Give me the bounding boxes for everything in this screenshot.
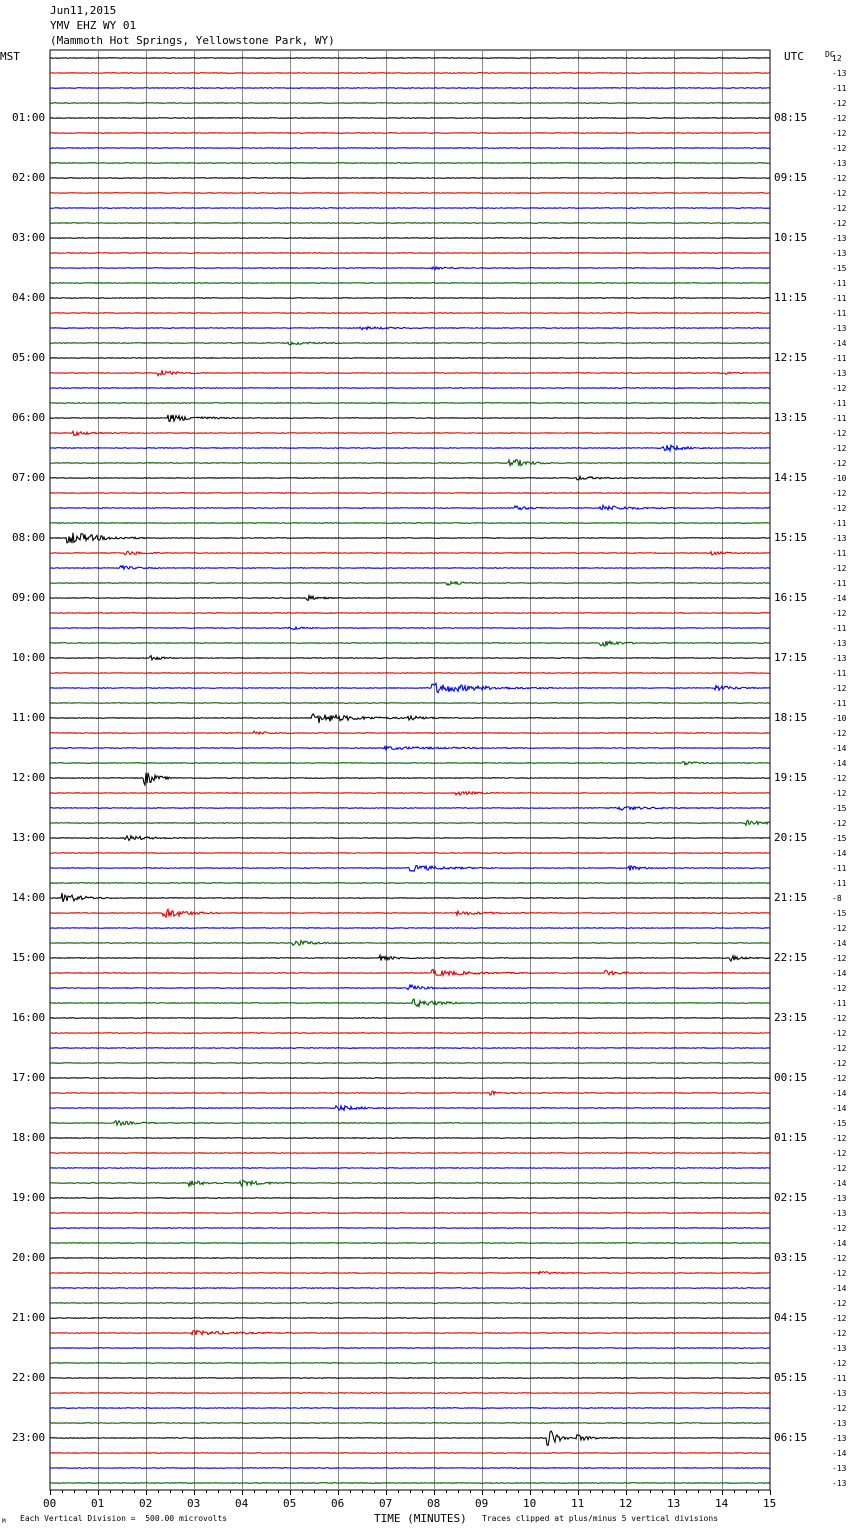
dc-offset-value: -11 <box>832 699 847 708</box>
dc-offset-value: -15 <box>832 804 847 813</box>
seismic-trace <box>50 1091 770 1095</box>
seismic-trace <box>50 1468 770 1469</box>
mst-hour-label: 01:00 <box>12 111 46 124</box>
dc-offset-value: -12 <box>832 1299 847 1308</box>
seismic-trace <box>50 714 770 723</box>
seismic-trace <box>50 1106 770 1110</box>
seismic-trace <box>50 1213 770 1214</box>
dc-offset-value: -12 <box>832 1269 847 1278</box>
mst-hour-label: 08:00 <box>12 531 46 544</box>
utc-hour-label: 14:15 <box>774 471 808 484</box>
dc-offset-value: -13 <box>832 324 847 333</box>
mst-hour-label: 17:00 <box>12 1071 46 1084</box>
seismic-trace <box>50 627 770 629</box>
dc-offset-value: -14 <box>832 1179 847 1188</box>
record-date: Jun11,2015 <box>50 4 117 17</box>
utc-hour-label: 16:15 <box>774 591 808 604</box>
dc-offset-value: -12 <box>832 684 847 693</box>
dc-offset-value: -11 <box>832 669 847 678</box>
dc-offset-value: -13 <box>832 1389 847 1398</box>
dc-offset-value: -12 <box>832 174 847 183</box>
dc-offset-value: -12 <box>832 489 847 498</box>
dc-offset-value: -14 <box>832 1089 847 1098</box>
dc-offset-value: -11 <box>832 579 847 588</box>
seismic-trace <box>50 1378 770 1379</box>
seismic-trace <box>50 1198 770 1199</box>
mst-hour-label: 23:00 <box>12 1431 46 1444</box>
dc-offset-value: -12 <box>832 1074 847 1083</box>
dc-offset-value: -13 <box>832 69 847 78</box>
seismic-trace <box>50 1228 770 1229</box>
mst-hour-label: 11:00 <box>12 711 46 724</box>
station-code: YMV EHZ WY 01 <box>50 19 137 32</box>
mst-hour-label: 22:00 <box>12 1371 46 1384</box>
seismic-trace <box>50 853 770 854</box>
seismic-trace <box>50 1018 770 1019</box>
dc-offset-value: -12 <box>832 204 847 213</box>
seismic-trace <box>50 641 770 646</box>
seismic-trace <box>50 1288 770 1289</box>
plot-frame <box>50 50 770 1490</box>
dc-offset-value: -11 <box>832 624 847 633</box>
seismic-trace <box>50 762 770 765</box>
dc-offset-value: -12 <box>832 429 847 438</box>
seismic-trace <box>50 267 770 270</box>
utc-hour-label: 18:15 <box>774 711 808 724</box>
seismic-trace <box>50 1318 770 1319</box>
seismic-trace <box>50 1303 770 1304</box>
seismic-trace <box>50 283 770 284</box>
seismic-trace <box>50 683 770 692</box>
dc-offset-value: -12 <box>832 1149 847 1158</box>
dc-offset-value: -14 <box>832 594 847 603</box>
dc-offset-value: -11 <box>832 864 847 873</box>
utc-hour-label: 02:15 <box>774 1191 808 1204</box>
seismic-trace <box>50 928 770 929</box>
dc-offset-value: -13 <box>832 249 847 258</box>
seismic-trace <box>50 298 770 299</box>
dc-offset-value: -11 <box>832 354 847 363</box>
seismic-trace <box>50 118 770 119</box>
dc-offset-value: -12 <box>832 1404 847 1413</box>
seismic-trace <box>50 820 770 825</box>
utc-hour-label: 21:15 <box>774 891 808 904</box>
utc-hour-label: 06:15 <box>774 1431 808 1444</box>
seismic-trace <box>50 1408 770 1409</box>
dc-offset-value: -11 <box>832 879 847 888</box>
dc-offset-value: -15 <box>832 834 847 843</box>
dc-offset-value: -12 <box>832 1134 847 1143</box>
seismic-trace <box>50 178 770 179</box>
dc-offset-value: -12 <box>832 219 847 228</box>
dc-offset-value: -12 <box>832 789 847 798</box>
dc-offset-value: -12 <box>832 564 847 573</box>
seismic-trace <box>50 1258 770 1259</box>
x-tick-label: 11 <box>571 1497 585 1510</box>
station-location: (Mammoth Hot Springs, Yellowstone Park, WY) <box>50 34 335 47</box>
dc-offset-value: -11 <box>832 84 847 93</box>
mst-hour-label: 14:00 <box>12 891 46 904</box>
utc-hour-label: 11:15 <box>774 291 808 304</box>
seismic-trace <box>50 883 770 884</box>
mst-hour-label: 04:00 <box>12 291 46 304</box>
seismic-trace <box>50 985 770 990</box>
seismic-trace <box>50 58 770 59</box>
mst-hour-label: 02:00 <box>12 171 46 184</box>
dc-offset-value: -12 <box>832 1254 847 1263</box>
seismic-trace <box>50 223 770 224</box>
x-tick-label: 05 <box>283 1497 297 1510</box>
dc-offset-value: -12 <box>832 1029 847 1038</box>
dc-offset-value: -15 <box>832 264 847 273</box>
utc-hour-label: 05:15 <box>774 1371 808 1384</box>
seismic-trace <box>50 533 770 543</box>
dc-offset-value: -14 <box>832 939 847 948</box>
seismic-trace <box>50 746 770 749</box>
seismic-trace <box>50 445 770 451</box>
utc-hour-label: 13:15 <box>774 411 808 424</box>
x-tick-label: 04 <box>235 1497 249 1510</box>
dc-offset-value: -12 <box>832 1359 847 1368</box>
seismic-trace <box>50 460 770 466</box>
seismic-trace <box>50 613 770 614</box>
x-tick-label: 06 <box>331 1497 345 1510</box>
corner-mark: M <box>2 1518 6 1525</box>
dc-offset-value: -13 <box>832 1209 847 1218</box>
seismic-trace <box>50 73 770 74</box>
dc-offset-value: -12 <box>832 954 847 963</box>
mst-hour-label: 06:00 <box>12 411 46 424</box>
seismic-trace <box>50 505 770 509</box>
dc-offset-value: -11 <box>832 519 847 528</box>
dc-offset-value: -12 <box>832 189 847 198</box>
seismic-trace <box>50 370 770 375</box>
utc-hour-label: 15:15 <box>774 531 808 544</box>
seismic-trace <box>50 656 770 660</box>
seismic-trace <box>50 193 770 194</box>
utc-hour-label: 17:15 <box>774 651 808 664</box>
mst-hour-label: 15:00 <box>12 951 46 964</box>
seismic-trace <box>50 1483 770 1484</box>
dc-offset-value: -12 <box>832 1329 847 1338</box>
utc-hour-label: 09:15 <box>774 171 808 184</box>
dc-offset-value: -11 <box>832 1374 847 1383</box>
utc-hour-label: 20:15 <box>774 831 808 844</box>
dc-offset-value: -13 <box>832 1434 847 1443</box>
dc-offset-value: -12 <box>832 444 847 453</box>
dc-offset-value: -11 <box>832 309 847 318</box>
utc-hour-label: 10:15 <box>774 231 808 244</box>
dc-offset-value: -12 <box>832 114 847 123</box>
utc-hour-label: 19:15 <box>774 771 808 784</box>
seismic-trace <box>50 415 770 422</box>
utc-hour-label: 22:15 <box>774 951 808 964</box>
seismic-trace <box>50 1168 770 1169</box>
seismic-trace <box>50 1180 770 1186</box>
utc-hour-label: 23:15 <box>774 1011 808 1024</box>
dc-offset-value: -12 <box>832 459 847 468</box>
dc-offset-value: -14 <box>832 1284 847 1293</box>
seismic-trace <box>50 1271 770 1274</box>
dc-offset-value: -12 <box>832 384 847 393</box>
seismic-trace <box>50 88 770 89</box>
seismic-trace <box>50 476 770 479</box>
mst-hour-label: 19:00 <box>12 1191 46 1204</box>
dc-offset-value: -10 <box>832 474 847 483</box>
dc-offset-value: -11 <box>832 549 847 558</box>
mst-hour-label: 03:00 <box>12 231 46 244</box>
seismic-trace <box>50 342 770 345</box>
seismic-trace <box>50 493 770 494</box>
dc-offset-value: -11 <box>832 294 847 303</box>
utc-hour-label: 03:15 <box>774 1251 808 1264</box>
seismic-trace <box>50 103 770 104</box>
seismic-trace <box>50 1348 770 1349</box>
seismic-trace <box>50 163 770 164</box>
seismic-trace <box>50 1048 770 1049</box>
dc-offset-value: -12 <box>832 1014 847 1023</box>
x-tick-label: 12 <box>619 1497 633 1510</box>
dc-offset-value: -12 <box>832 774 847 783</box>
dc-offset-value: -13 <box>832 639 847 648</box>
seismic-trace <box>50 969 770 975</box>
dc-offset-value: -13 <box>832 234 847 243</box>
dc-offset-value: -12 <box>832 819 847 828</box>
dc-offset-value: -12 <box>832 144 847 153</box>
dc-offset-value: -12 <box>832 1164 847 1173</box>
dc-offset-value: -13 <box>832 1344 847 1353</box>
x-tick-label: 07 <box>379 1497 393 1510</box>
utc-hour-label: 08:15 <box>774 111 808 124</box>
dc-offset-value: -14 <box>832 1104 847 1113</box>
seismic-trace <box>50 1363 770 1364</box>
seismic-trace <box>50 941 770 946</box>
dc-offset-value: -14 <box>832 849 847 858</box>
seismic-trace <box>50 1393 770 1394</box>
dc-offset-value: -12 <box>832 1224 847 1233</box>
dc-offset-value: -13 <box>832 1479 847 1488</box>
seismic-trace <box>50 731 770 734</box>
dc-offset-value: -13 <box>832 1464 847 1473</box>
dc-offset-value: -15 <box>832 1119 847 1128</box>
seismic-trace <box>50 253 770 254</box>
seismic-trace <box>50 792 770 795</box>
right-axis-title: UTC <box>784 50 804 63</box>
dc-offset-value: -11 <box>832 399 847 408</box>
dc-offset-value: -13 <box>832 159 847 168</box>
utc-hour-label: 01:15 <box>774 1131 808 1144</box>
dc-offset-value: -10 <box>832 714 847 723</box>
seismic-trace <box>50 523 770 524</box>
dc-offset-value: 12 <box>832 54 842 63</box>
dc-offset-value: -12 <box>832 99 847 108</box>
scale-note: Each Vertical Division = 500.00 microvolts <box>20 1514 228 1523</box>
dc-offset-value: -14 <box>832 744 847 753</box>
seismic-trace <box>50 1138 770 1139</box>
seismic-trace <box>50 566 770 570</box>
mst-hour-label: 20:00 <box>12 1251 46 1264</box>
seismic-trace <box>50 431 770 435</box>
dc-offset-value: -12 <box>832 1314 847 1323</box>
x-tick-label: 00 <box>43 1497 57 1510</box>
seismic-trace <box>50 358 770 359</box>
mst-hour-label: 07:00 <box>12 471 46 484</box>
mst-hour-label: 18:00 <box>12 1131 46 1144</box>
seismic-trace <box>50 1243 770 1244</box>
mst-hour-label: 21:00 <box>12 1311 46 1324</box>
seismic-trace <box>50 1453 770 1454</box>
x-tick-label: 08 <box>427 1497 441 1510</box>
seismic-trace <box>50 893 770 902</box>
seismic-trace <box>50 955 770 961</box>
x-tick-label: 10 <box>523 1497 537 1510</box>
seismic-trace <box>50 836 770 841</box>
seismic-trace <box>50 1330 770 1334</box>
dc-offset-value: -11 <box>832 414 847 423</box>
seismic-trace <box>50 1063 770 1064</box>
dc-offset-value: -12 <box>832 984 847 993</box>
dc-offset-title: DC <box>825 50 835 59</box>
x-axis-title: TIME (MINUTES) <box>374 1512 467 1525</box>
mst-hour-label: 05:00 <box>12 351 46 364</box>
dc-offset-value: -12 <box>832 924 847 933</box>
dc-offset-value: -15 <box>832 909 847 918</box>
dc-offset-value: -12 <box>832 729 847 738</box>
seismic-trace <box>50 1078 770 1079</box>
clip-note: Traces clipped at plus/minus 5 vertical divisions <box>482 1514 719 1523</box>
dc-offset-value: -14 <box>832 969 847 978</box>
left-axis-title: MST <box>0 50 20 63</box>
dc-offset-value: -11 <box>832 999 847 1008</box>
seismic-trace <box>50 1121 770 1125</box>
dc-offset-value: -12 <box>832 129 847 138</box>
utc-hour-label: 00:15 <box>774 1071 808 1084</box>
seismic-trace <box>50 1431 770 1445</box>
dc-offset-value: -14 <box>832 1449 847 1458</box>
seismic-trace <box>50 673 770 674</box>
seismic-trace <box>50 1423 770 1424</box>
x-tick-label: 15 <box>763 1497 777 1510</box>
seismic-trace <box>50 403 770 404</box>
dc-offset-value: -13 <box>832 369 847 378</box>
x-tick-label: 03 <box>187 1497 201 1510</box>
dc-offset-value: -12 <box>832 504 847 513</box>
mst-hour-label: 16:00 <box>12 1011 46 1024</box>
seismic-trace <box>50 313 770 314</box>
seismic-trace <box>50 866 770 872</box>
seismic-trace <box>50 773 770 785</box>
dc-offset-value: -13 <box>832 1194 847 1203</box>
utc-hour-label: 12:15 <box>774 351 808 364</box>
x-tick-label: 09 <box>475 1497 489 1510</box>
seismic-trace <box>50 807 770 810</box>
seismic-trace <box>50 999 770 1007</box>
utc-hour-label: 04:15 <box>774 1311 808 1324</box>
x-tick-label: 01 <box>91 1497 105 1510</box>
seismic-trace <box>50 1033 770 1034</box>
dc-offset-value: -12 <box>832 1059 847 1068</box>
seismic-trace <box>50 238 770 239</box>
seismic-trace <box>50 148 770 149</box>
seismic-trace <box>50 909 770 917</box>
dc-offset-value: -13 <box>832 534 847 543</box>
x-tick-label: 14 <box>715 1497 729 1510</box>
seismic-trace <box>50 133 770 134</box>
x-tick-label: 02 <box>139 1497 153 1510</box>
dc-offset-value: -12 <box>832 609 847 618</box>
x-tick-label: 13 <box>667 1497 681 1510</box>
mst-hour-label: 09:00 <box>12 591 46 604</box>
seismic-trace <box>50 327 770 330</box>
dc-offset-value: -13 <box>832 1419 847 1428</box>
dc-offset-value: -13 <box>832 654 847 663</box>
seismic-trace <box>50 208 770 209</box>
seismic-trace <box>50 388 770 389</box>
dc-offset-value: -12 <box>832 1044 847 1053</box>
dc-offset-value: -11 <box>832 279 847 288</box>
mst-hour-label: 12:00 <box>12 771 46 784</box>
seismic-trace <box>50 582 770 585</box>
seismic-trace <box>50 551 770 555</box>
seismic-trace <box>50 1153 770 1154</box>
dc-offset-value: -14 <box>832 1239 847 1248</box>
mst-hour-label: 10:00 <box>12 651 46 664</box>
dc-offset-value: -14 <box>832 759 847 768</box>
mst-hour-label: 13:00 <box>12 831 46 844</box>
seismic-trace <box>50 596 770 601</box>
dc-offset-value: -8 <box>832 894 842 903</box>
dc-offset-value: -14 <box>832 339 847 348</box>
seismic-trace <box>50 703 770 704</box>
